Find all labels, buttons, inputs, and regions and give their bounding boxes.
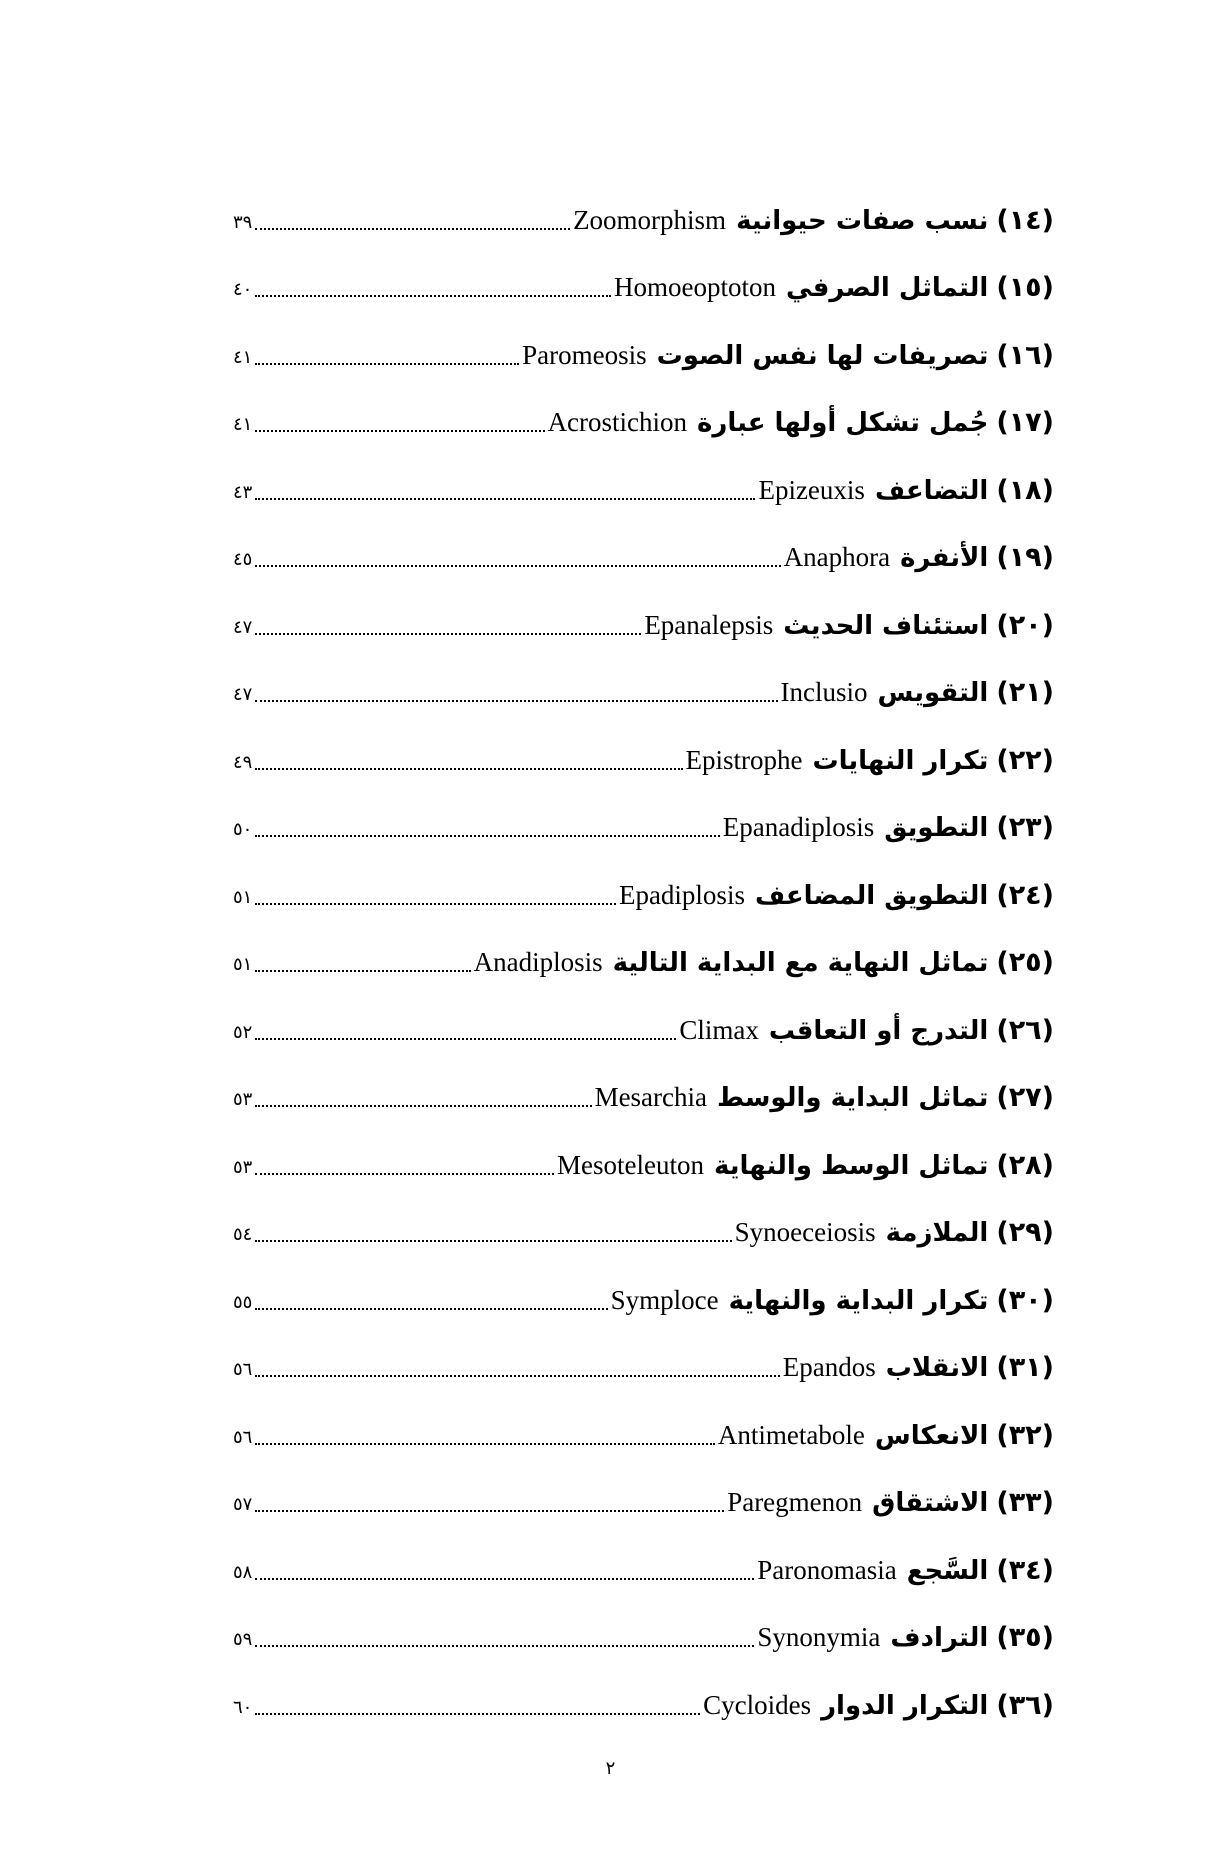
entry-page: ٥٩ [233, 1629, 253, 1650]
entry-number: (٢٥) [996, 947, 1054, 978]
entry-page: ٥٣ [233, 1089, 253, 1110]
entry-number: (٢٨) [996, 1149, 1054, 1181]
dot-leader [255, 295, 611, 297]
entry-number: (٣٦) [996, 1689, 1054, 1721]
entry-number: (١٦) [996, 339, 1054, 371]
toc-entry[interactable] [233, 1054, 1054, 1122]
entry-title: التضاعف [874, 475, 989, 506]
entry-title: التدرج أو التعاقب [768, 1015, 989, 1046]
toc-entry[interactable] [233, 986, 1054, 1054]
entry-page: ٥٤ [233, 1224, 253, 1245]
dot-leader [255, 1375, 779, 1377]
entry-page: ٣٩ [233, 211, 253, 233]
entry-page: ٥٦ [233, 1359, 253, 1380]
entry-title: التطويق [884, 813, 989, 843]
entry-number: (٣١) [996, 1352, 1054, 1383]
dot-leader [255, 363, 519, 365]
entry-term: Mesarchia [594, 1082, 708, 1112]
toc-entry[interactable] [233, 649, 1054, 717]
entry-number: (٢٩) [996, 1217, 1054, 1248]
toc-entry[interactable] [233, 851, 1054, 919]
entry-title: تماثل النهاية مع البداية التالية [612, 948, 989, 978]
entry-number: (٢٤) [996, 879, 1054, 911]
entry-term: Paromeosis [522, 339, 647, 370]
entry-title: الانقلاب [885, 1353, 989, 1383]
toc-entry[interactable] [233, 1324, 1054, 1392]
entry-term: Epandos [782, 1352, 876, 1382]
entry-page: ٥٢ [233, 1021, 253, 1043]
entry-title: جُمل تشكل أولها عبارة [697, 408, 989, 438]
entry-number: (١٩) [996, 542, 1054, 573]
dot-leader [255, 1105, 591, 1107]
entry-term: Anadiplosis [473, 947, 603, 977]
entry-page: ٤٧ [233, 616, 253, 638]
dot-leader [255, 1578, 754, 1580]
entry-title: التماثل الصرفي [786, 273, 989, 303]
entry-number: (١٥) [996, 272, 1054, 303]
entry-number: (٣٣) [996, 1487, 1054, 1518]
dot-leader [255, 1038, 676, 1040]
entry-page: ٤٩ [233, 751, 253, 773]
entry-number: (١٤) [996, 204, 1054, 236]
entry-page: ٥٨ [233, 1561, 253, 1583]
entry-page: ٥٧ [233, 1494, 253, 1515]
entry-term: Synoeceiosis [734, 1217, 876, 1247]
entry-number: (٢١) [996, 677, 1054, 708]
toc-entry[interactable] [233, 379, 1054, 447]
entry-page: ٤٣ [233, 481, 253, 503]
toc-entry[interactable] [233, 1189, 1054, 1257]
dot-leader [255, 1173, 554, 1175]
entry-title: الملازمة [885, 1218, 989, 1248]
dot-leader [255, 228, 570, 230]
toc-entry[interactable] [233, 784, 1054, 852]
entry-page: ٦٠ [233, 1696, 253, 1718]
toc-entry[interactable] [233, 1256, 1054, 1324]
entry-title: تكرار البداية والنهاية [728, 1285, 989, 1316]
entry-page: ٤١ [233, 346, 253, 368]
dot-leader [255, 1308, 607, 1310]
entry-term: Epanalepsis [644, 609, 774, 640]
entry-term: Anaphora [783, 542, 891, 572]
entry-title: تصريفات لها نفس الصوت [656, 340, 989, 371]
entry-number: (٢٠) [996, 609, 1054, 641]
entry-term: Acrostichion [547, 407, 688, 437]
toc-entry[interactable] [233, 1594, 1054, 1662]
entry-title: التطويق المضاعف [754, 880, 989, 911]
entry-term: Cycloides [703, 1689, 812, 1720]
toc-entry[interactable] [233, 581, 1054, 649]
entry-page: ٤٠ [233, 279, 253, 300]
entry-title: التقويس [877, 678, 989, 708]
entry-number: (٣٠) [996, 1284, 1054, 1316]
dot-leader [255, 1713, 700, 1715]
toc-entry[interactable] [233, 1526, 1054, 1594]
entry-term: Epistrophe [685, 744, 803, 775]
entry-term: Epanadiplosis [722, 812, 875, 842]
page-number: ٢ [605, 1758, 616, 1779]
toc-entry[interactable] [233, 1459, 1054, 1527]
entry-page: ٤١ [233, 414, 253, 435]
entry-title: الترادف [890, 1623, 989, 1653]
entry-number: (٢٢) [996, 744, 1054, 776]
entry-number: (٣٤) [996, 1554, 1054, 1586]
toc-entry[interactable] [233, 244, 1054, 312]
entry-page: ٥٥ [233, 1291, 253, 1313]
toc-entry[interactable] [233, 919, 1054, 987]
entry-term: Zoomorphism [573, 204, 727, 235]
entry-title: الاشتقاق [872, 1488, 989, 1518]
entry-term: Paronomasia [757, 1554, 897, 1585]
entry-title: نسب صفات حيوانية [736, 205, 989, 236]
entry-number: (٢٧) [996, 1082, 1054, 1113]
dot-leader [255, 565, 780, 567]
entry-term: Symploce [610, 1284, 719, 1315]
entry-term: Climax [679, 1014, 759, 1045]
toc-entry[interactable] [233, 446, 1054, 514]
dot-leader [255, 633, 641, 635]
dot-leader [255, 970, 470, 972]
dot-leader [255, 835, 719, 837]
entry-number: (٢٦) [996, 1014, 1054, 1046]
toc-entry[interactable] [233, 311, 1054, 379]
entry-page: ٥٠ [233, 819, 253, 840]
dot-leader [255, 903, 616, 905]
entry-term: Homoeoptoton [614, 272, 777, 302]
entry-title: السَّجع [906, 1555, 989, 1586]
dot-leader [255, 1240, 731, 1242]
entry-term: Paregmenon [727, 1487, 863, 1517]
entry-number: (٣٢) [996, 1419, 1054, 1451]
dot-leader [255, 768, 682, 770]
entry-page: ٥١ [233, 886, 253, 908]
entry-number: (١٨) [996, 474, 1054, 506]
toc-entry[interactable] [233, 514, 1054, 582]
toc-entry[interactable] [233, 1661, 1054, 1729]
entry-number: (٣٥) [996, 1622, 1054, 1653]
dot-leader [255, 1645, 754, 1647]
entry-term: Antimetabole [717, 1419, 865, 1450]
entry-title: تماثل الوسط والنهاية [714, 1150, 989, 1181]
entry-page: ٥١ [233, 954, 253, 975]
entry-page: ٤٧ [233, 684, 253, 705]
entry-title: تكرار النهايات [812, 745, 989, 776]
entry-page: ٤٥ [233, 549, 253, 570]
toc-entry[interactable] [233, 716, 1054, 784]
entry-term: Mesoteleuton [557, 1149, 705, 1180]
entry-number: (٢٣) [996, 812, 1054, 843]
dot-leader [255, 700, 777, 702]
entry-term: Synonymia [757, 1622, 881, 1652]
entry-title: الانعكاس [874, 1420, 989, 1451]
entry-page: ٥٣ [233, 1156, 253, 1178]
entry-title: استئناف الحديث [783, 610, 989, 641]
entry-title: الأنفرة [900, 543, 989, 573]
toc-entry[interactable] [233, 176, 1054, 244]
entry-term: Inclusio [780, 677, 868, 707]
dot-leader [255, 1443, 715, 1445]
table-of-contents [233, 176, 1054, 1729]
entry-number: (١٧) [996, 407, 1054, 438]
dot-leader [255, 430, 544, 432]
entry-page: ٥٦ [233, 1426, 253, 1448]
toc-entry[interactable] [233, 1391, 1054, 1459]
toc-entry[interactable] [233, 1121, 1054, 1189]
dot-leader [255, 498, 755, 500]
entry-title: تماثل البداية والوسط [717, 1083, 989, 1113]
entry-term: Epizeuxis [758, 474, 865, 505]
entry-term: Epadiplosis [618, 879, 745, 910]
dot-leader [255, 1510, 724, 1512]
entry-title: التكرار الدوار [821, 1690, 989, 1721]
